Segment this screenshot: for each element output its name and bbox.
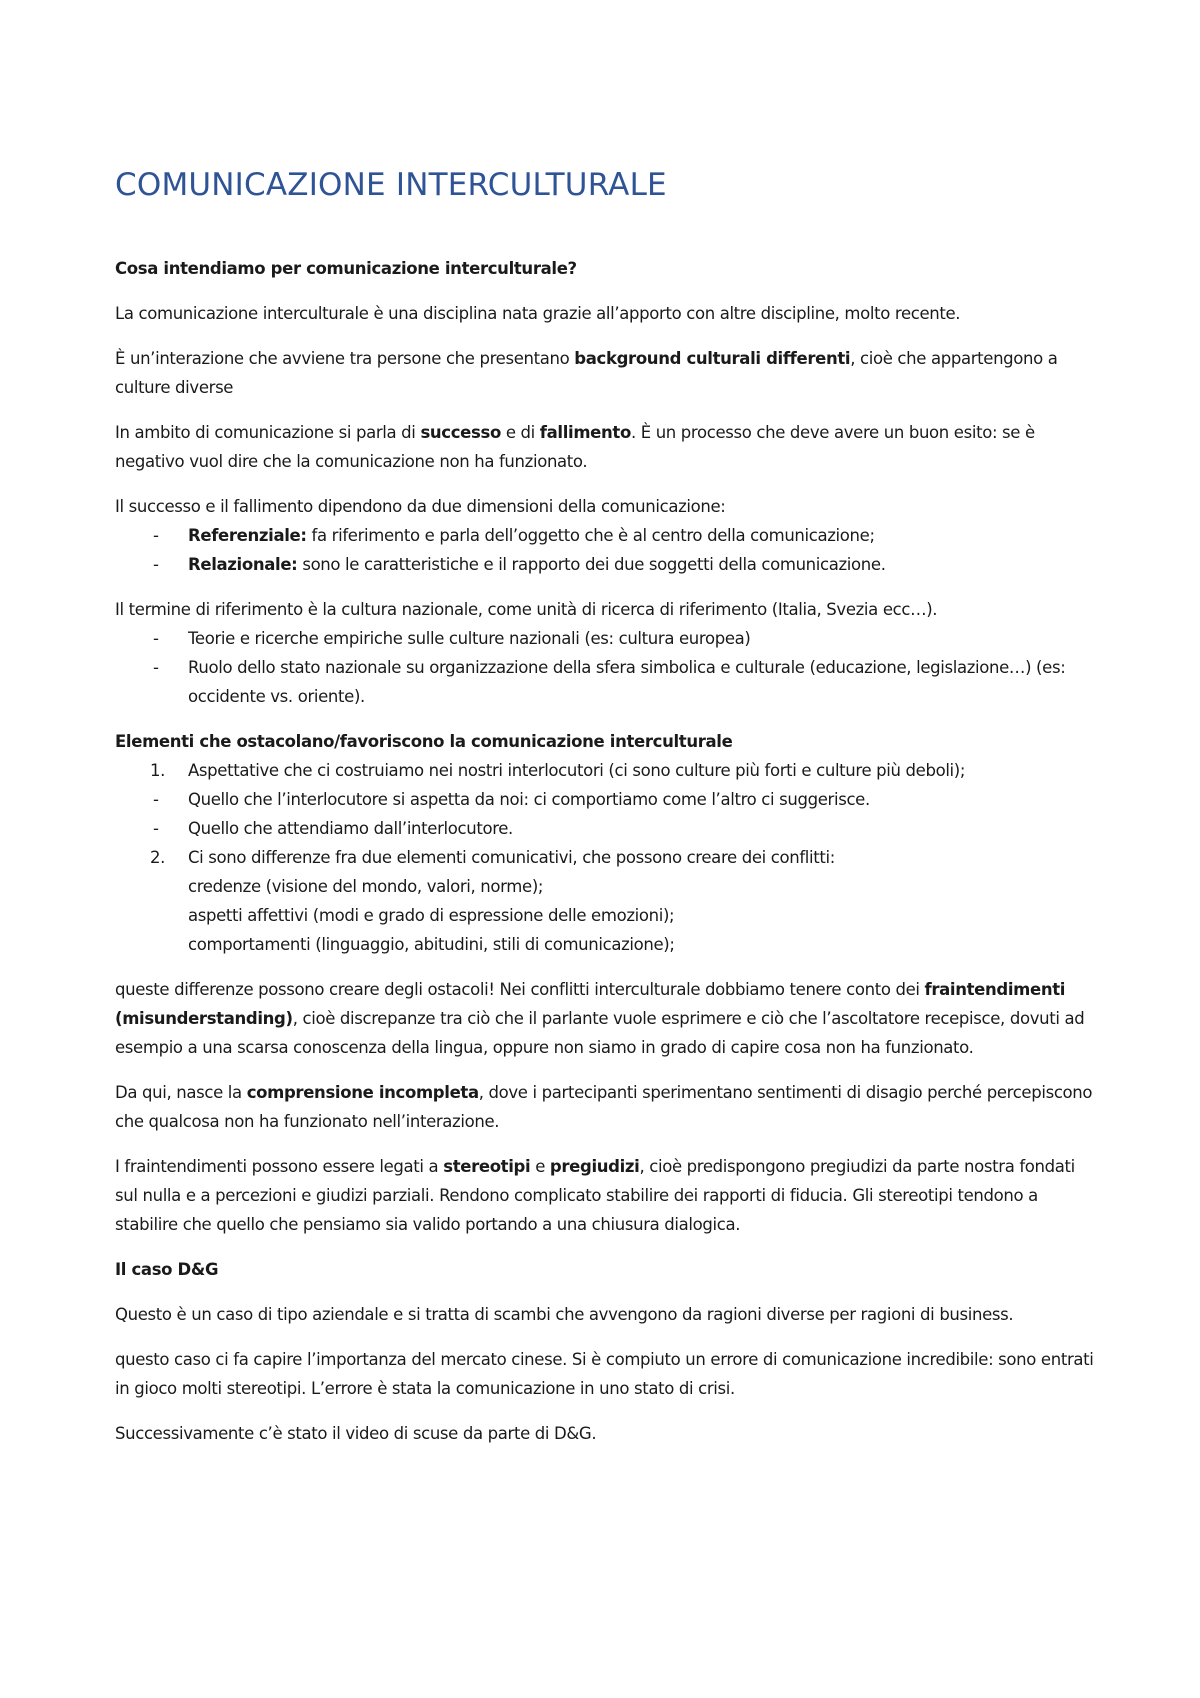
- bold-text: Referenziale:: [188, 526, 307, 545]
- list-item: [115, 785, 1100, 814]
- text-run: fa riferimento e parla dell’oggetto che è al centro della comunicazione;: [306, 526, 875, 545]
- list-marker: 2.: [150, 848, 166, 867]
- paragraph: [115, 1152, 1100, 1239]
- document-title: COMUNICAZIONE INTERCULTURALE: [115, 167, 667, 203]
- list-item: [115, 843, 1100, 959]
- paragraph: [115, 1078, 1100, 1136]
- paragraph: Il successo e il fallimento dipendono da due dimensioni della comunicazione:: [115, 497, 726, 516]
- list-item: [115, 653, 1100, 711]
- text-run: Ci sono differenze fra due elementi comunicativi, che possono creare dei conflitti:: [188, 848, 835, 867]
- text-run: e: [530, 1157, 550, 1176]
- list-marker: -: [153, 819, 159, 838]
- text-run: queste differenze possono creare degli ostacoli! Nei conflitti interculturale dobbiamo tenere conto dei: [115, 980, 925, 999]
- paragraph: La comunicazione interculturale è una disciplina nata grazie all’apporto con altre discipline, molto recente.: [115, 304, 961, 323]
- text-run: I fraintendimenti possono essere legati a: [115, 1157, 444, 1176]
- text-run: , cioè che appartengono a culture diverse: [115, 349, 1058, 397]
- list-marker: -: [153, 555, 159, 574]
- list-marker: -: [153, 629, 159, 648]
- list-item: [115, 756, 1100, 785]
- paragraph: [115, 975, 1100, 1062]
- section-heading: [115, 1255, 1100, 1284]
- dimensions-list: [115, 521, 1100, 579]
- sub-item: aspetti affettivi (modi e grado di espressione delle emozioni);: [188, 906, 675, 925]
- text-run: Ruolo dello stato nazionale su organizzazione della sfera simbolica e culturale (educazione, legislazione…) (es: occidente vs. oriente).: [188, 658, 1066, 706]
- paragraph: [115, 344, 1100, 402]
- bold-text: pregiudizi: [549, 1157, 640, 1176]
- list-item: [115, 521, 1100, 550]
- text-run: In ambito di comunicazione si parla di: [115, 423, 421, 442]
- paragraph: Questo è un caso di tipo aziendale e si tratta di scambi che avvengono da ragioni diverse per ragioni di business.: [115, 1305, 1014, 1324]
- elements-list: [115, 756, 1100, 959]
- paragraph: Successivamente c’è stato il video di scuse da parte di D&G.: [115, 1424, 597, 1443]
- paragraph: [115, 418, 1100, 476]
- document-body: [115, 254, 1100, 1448]
- sub-item: comportamenti (linguaggio, abitudini, stili di comunicazione);: [188, 935, 675, 954]
- text-run: Da qui, nasce la: [115, 1083, 247, 1102]
- text-run: , dove i partecipanti sperimentano sentimenti di disagio perché percepiscono che qualcosa non ha funzionato nell’interazione.: [115, 1083, 1093, 1131]
- section-heading: [115, 254, 1100, 283]
- section-heading: [115, 727, 1100, 756]
- text-run: , cioè discrepanze tra ciò che il parlante vuole esprimere e ciò che l’ascoltatore recepisce, dovuti ad esempio a una scarsa conoscenza della lingua, oppure non siamo in grado di capire cosa non ha funzionato.: [115, 1009, 1085, 1057]
- heading-text: Elementi che ostacolano/favoriscono la comunicazione interculturale: [115, 732, 733, 751]
- list-marker: -: [153, 790, 159, 809]
- bold-text: successo: [420, 423, 501, 442]
- text-run: Quello che l’interlocutore si aspetta da noi: ci comportiamo come l’altro ci suggerisce.: [188, 790, 870, 809]
- heading-text: Il caso D&G: [115, 1260, 219, 1279]
- list-item: [115, 550, 1100, 579]
- text-run: Aspettative che ci costruiamo nei nostri interlocutori (ci sono culture più forti e culture più deboli);: [188, 761, 966, 780]
- research-list: [115, 624, 1100, 711]
- sub-item: credenze (visione del mondo, valori, norme);: [188, 877, 544, 896]
- text-run: Teorie e ricerche empiriche sulle culture nazionali (es: cultura europea): [188, 629, 751, 648]
- list-item: [115, 814, 1100, 843]
- heading-text: Cosa intendiamo per comunicazione interculturale?: [115, 259, 577, 278]
- bold-text: comprensione incompleta: [246, 1083, 479, 1102]
- bold-text: fraintendimenti (misunderstanding): [115, 980, 1066, 1028]
- paragraph: questo caso ci fa capire l’importanza del mercato cinese. Si è compiuto un errore di comunicazione incredibile: sono entrati in gioco molti stereotipi. L’errore è stata la comunicazione in uno stato di crisi.: [115, 1350, 1094, 1398]
- paragraph: Il termine di riferimento è la cultura nazionale, come unità di ricerca di riferimento (Italia, Svezia ecc…).: [115, 600, 938, 619]
- text-run: . È un processo che deve avere un buon esito: se è negativo vuol dire che la comunicazione non ha funzionato.: [115, 423, 1035, 471]
- list-marker: 1.: [150, 761, 166, 780]
- list-marker: -: [153, 526, 159, 545]
- bold-text: fallimento: [539, 423, 631, 442]
- text-run: È un’interazione che avviene tra persone che presentano: [115, 349, 575, 368]
- text-run: e di: [500, 423, 540, 442]
- text-run: sono le caratteristiche e il rapporto dei due soggetti della comunicazione.: [297, 555, 886, 574]
- list-item: [115, 624, 1100, 653]
- bold-text: background culturali differenti: [574, 349, 851, 368]
- text-run: , cioè predispongono pregiudizi da parte nostra fondati sul nulla e a percezioni e giudizi parziali. Rendono complicato stabilire dei rapporti di fiducia. Gli stereotipi tendono a stabilire che quello che pensiamo sia valido portando a una chiusura dialogica.: [115, 1157, 1075, 1234]
- text-run: Quello che attendiamo dall’interlocutore.: [188, 819, 513, 838]
- list-marker: -: [153, 658, 159, 677]
- bold-text: Relazionale:: [188, 555, 298, 574]
- bold-text: stereotipi: [443, 1157, 531, 1176]
